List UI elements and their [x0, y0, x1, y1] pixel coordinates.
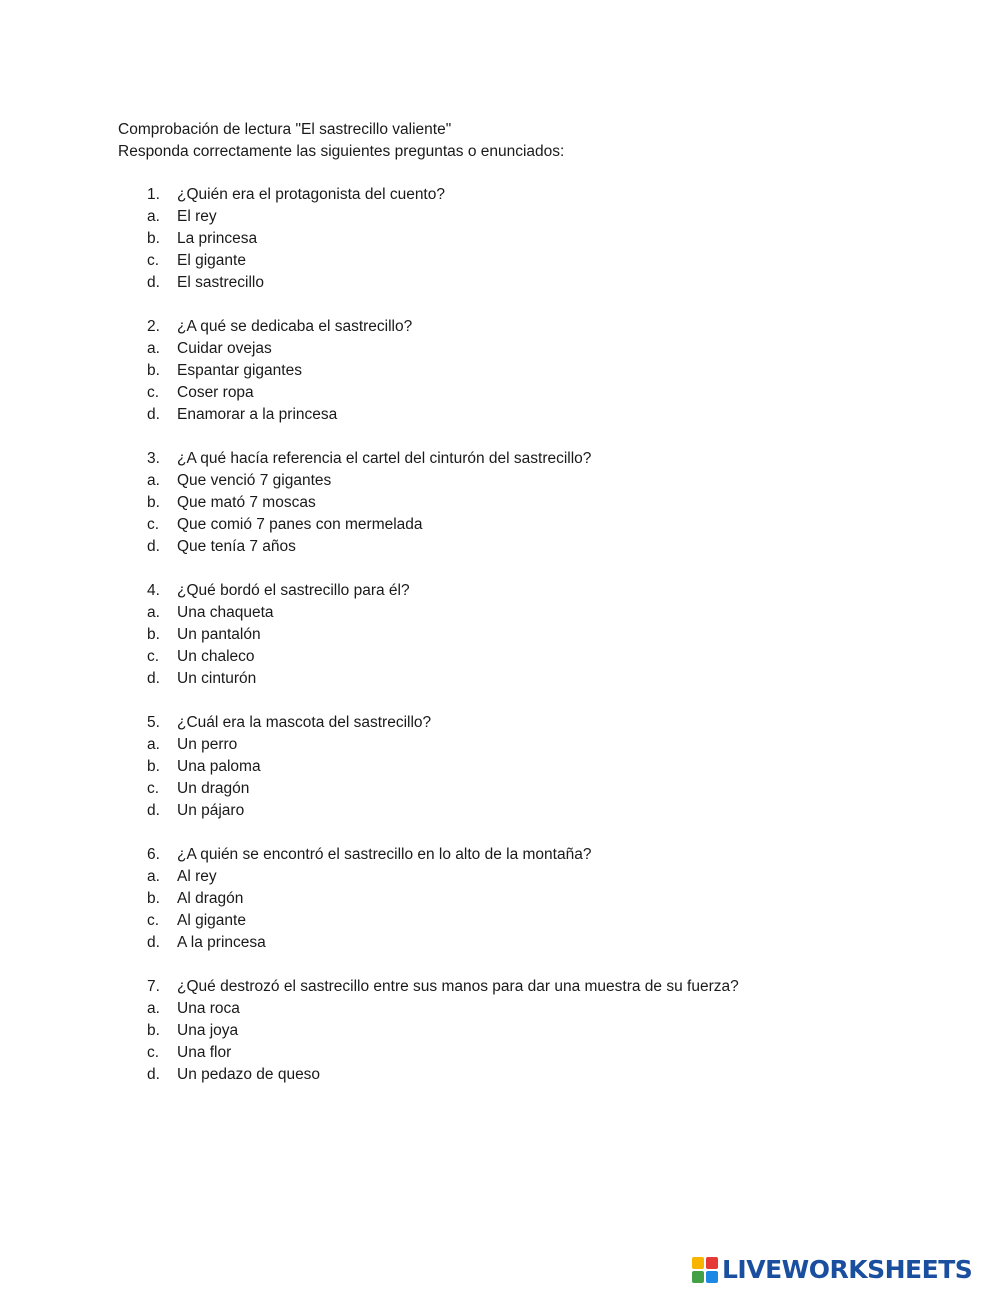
option-text: Un pedazo de queso — [177, 1066, 321, 1083]
question-line — [0, 976, 1000, 998]
answer-option[interactable] — [0, 536, 1000, 558]
answer-option[interactable] — [0, 932, 1000, 954]
option-letter: d. — [147, 406, 160, 423]
option-letter: c. — [147, 648, 160, 665]
answer-option[interactable] — [0, 668, 1000, 690]
option-text: El rey — [177, 208, 217, 225]
answer-option[interactable] — [0, 888, 1000, 910]
question-block — [0, 316, 1000, 426]
question-text: ¿A quién se encontró el sastrecillo en lo alto de la montaña? — [177, 846, 592, 863]
answer-option[interactable] — [0, 734, 1000, 756]
option-letter: a. — [147, 736, 160, 753]
answer-option[interactable] — [0, 470, 1000, 492]
option-text: Un chaleco — [177, 648, 255, 665]
answer-option[interactable] — [0, 602, 1000, 624]
option-text: Al rey — [177, 868, 217, 885]
question-list — [0, 184, 1000, 1108]
option-text: Un cinturón — [177, 670, 257, 687]
question-number: 2. — [147, 318, 160, 335]
liveworksheets-brand — [692, 1255, 972, 1285]
option-text: Coser ropa — [177, 384, 254, 401]
answer-option[interactable] — [0, 910, 1000, 932]
question-line — [0, 184, 1000, 206]
question-line — [0, 580, 1000, 602]
option-text: Una paloma — [177, 758, 261, 775]
answer-option[interactable] — [0, 646, 1000, 668]
question-number: 7. — [147, 978, 160, 995]
option-text: Un dragón — [177, 780, 250, 797]
liveworksheets-wordmark: LIVEWORKSHEETS — [722, 1255, 973, 1284]
option-letter: b. — [147, 362, 160, 379]
option-text: Una roca — [177, 1000, 240, 1017]
question-number: 4. — [147, 582, 160, 599]
option-letter: b. — [147, 626, 160, 643]
question-text: ¿Quién era el protagonista del cuento? — [177, 186, 445, 203]
option-text: Un pantalón — [177, 626, 261, 643]
question-block — [0, 712, 1000, 822]
option-letter: a. — [147, 604, 160, 621]
option-letter: c. — [147, 516, 160, 533]
worksheet-title: Comprobación de lectura "El sastrecillo valiente" — [118, 121, 452, 138]
option-letter: a. — [147, 1000, 160, 1017]
option-text: Una flor — [177, 1044, 232, 1061]
answer-option[interactable] — [0, 338, 1000, 360]
question-number: 6. — [147, 846, 160, 863]
option-letter: d. — [147, 802, 160, 819]
answer-option[interactable] — [0, 778, 1000, 800]
answer-option[interactable] — [0, 492, 1000, 514]
answer-option[interactable] — [0, 1064, 1000, 1086]
option-text: Cuidar ovejas — [177, 340, 272, 357]
option-letter: d. — [147, 670, 160, 687]
option-text: Que venció 7 gigantes — [177, 472, 332, 489]
answer-option[interactable] — [0, 206, 1000, 228]
option-text: Que mató 7 moscas — [177, 494, 316, 511]
option-text: Que comió 7 panes con mermelada — [177, 516, 423, 533]
option-text: A la princesa — [177, 934, 266, 951]
option-letter: c. — [147, 912, 160, 929]
option-letter: c. — [147, 1044, 160, 1061]
answer-option[interactable] — [0, 360, 1000, 382]
answer-option[interactable] — [0, 228, 1000, 250]
option-letter: b. — [147, 494, 160, 511]
answer-option[interactable] — [0, 756, 1000, 778]
option-text: La princesa — [177, 230, 258, 247]
question-text: ¿A qué se dedicaba el sastrecillo? — [177, 318, 413, 335]
question-number: 5. — [147, 714, 160, 731]
question-number: 1. — [147, 186, 160, 203]
answer-option[interactable] — [0, 272, 1000, 294]
answer-option[interactable] — [0, 998, 1000, 1020]
logo-square-v — [692, 1271, 704, 1283]
question-line — [0, 316, 1000, 338]
option-letter: d. — [147, 538, 160, 555]
option-text: El sastrecillo — [177, 274, 264, 291]
liveworksheets-logo-icon — [692, 1257, 718, 1283]
option-letter: d. — [147, 1066, 160, 1083]
option-letter: c. — [147, 384, 160, 401]
question-text: ¿Qué destrozó el sastrecillo entre sus manos para dar una muestra de su fuerza? — [177, 978, 739, 995]
question-text: ¿Qué bordó el sastrecillo para él? — [177, 582, 410, 599]
option-text: Una chaqueta — [177, 604, 274, 621]
question-block — [0, 448, 1000, 558]
option-letter: a. — [147, 208, 160, 225]
option-letter: a. — [147, 472, 160, 489]
answer-option[interactable] — [0, 866, 1000, 888]
option-text: Un pájaro — [177, 802, 245, 819]
option-text: Que tenía 7 años — [177, 538, 296, 555]
option-letter: b. — [147, 230, 160, 247]
answer-option[interactable] — [0, 1020, 1000, 1042]
option-text: Enamorar a la princesa — [177, 406, 338, 423]
option-letter: d. — [147, 934, 160, 951]
answer-option[interactable] — [0, 250, 1000, 272]
option-text: Espantar gigantes — [177, 362, 302, 379]
question-line — [0, 448, 1000, 470]
answer-option[interactable] — [0, 800, 1000, 822]
answer-option[interactable] — [0, 1042, 1000, 1064]
option-letter: b. — [147, 1022, 160, 1039]
worksheet-instructions: Responda correctamente las siguientes preguntas o enunciados: — [118, 143, 565, 160]
answer-option[interactable] — [0, 404, 1000, 426]
option-text: El gigante — [177, 252, 246, 269]
question-block — [0, 580, 1000, 690]
answer-option[interactable] — [0, 624, 1000, 646]
question-block — [0, 844, 1000, 954]
option-letter: c. — [147, 780, 160, 797]
option-letter: b. — [147, 890, 160, 907]
question-line — [0, 844, 1000, 866]
worksheet-header — [118, 119, 564, 163]
logo-square-i — [706, 1257, 718, 1269]
option-letter: b. — [147, 758, 160, 775]
question-text: ¿A qué hacía referencia el cartel del cinturón del sastrecillo? — [177, 450, 592, 467]
question-text: ¿Cuál era la mascota del sastrecillo? — [177, 714, 432, 731]
option-text: Al dragón — [177, 890, 244, 907]
question-line — [0, 712, 1000, 734]
logo-square-l — [692, 1257, 704, 1269]
option-text: Una joya — [177, 1022, 239, 1039]
logo-square-e — [706, 1271, 718, 1283]
question-block — [0, 184, 1000, 294]
question-number: 3. — [147, 450, 160, 467]
answer-option[interactable] — [0, 382, 1000, 404]
option-letter: a. — [147, 340, 160, 357]
answer-option[interactable] — [0, 514, 1000, 536]
question-block — [0, 976, 1000, 1086]
option-text: Al gigante — [177, 912, 246, 929]
option-letter: c. — [147, 252, 160, 269]
option-letter: a. — [147, 868, 160, 885]
option-text: Un perro — [177, 736, 238, 753]
option-letter: d. — [147, 274, 160, 291]
